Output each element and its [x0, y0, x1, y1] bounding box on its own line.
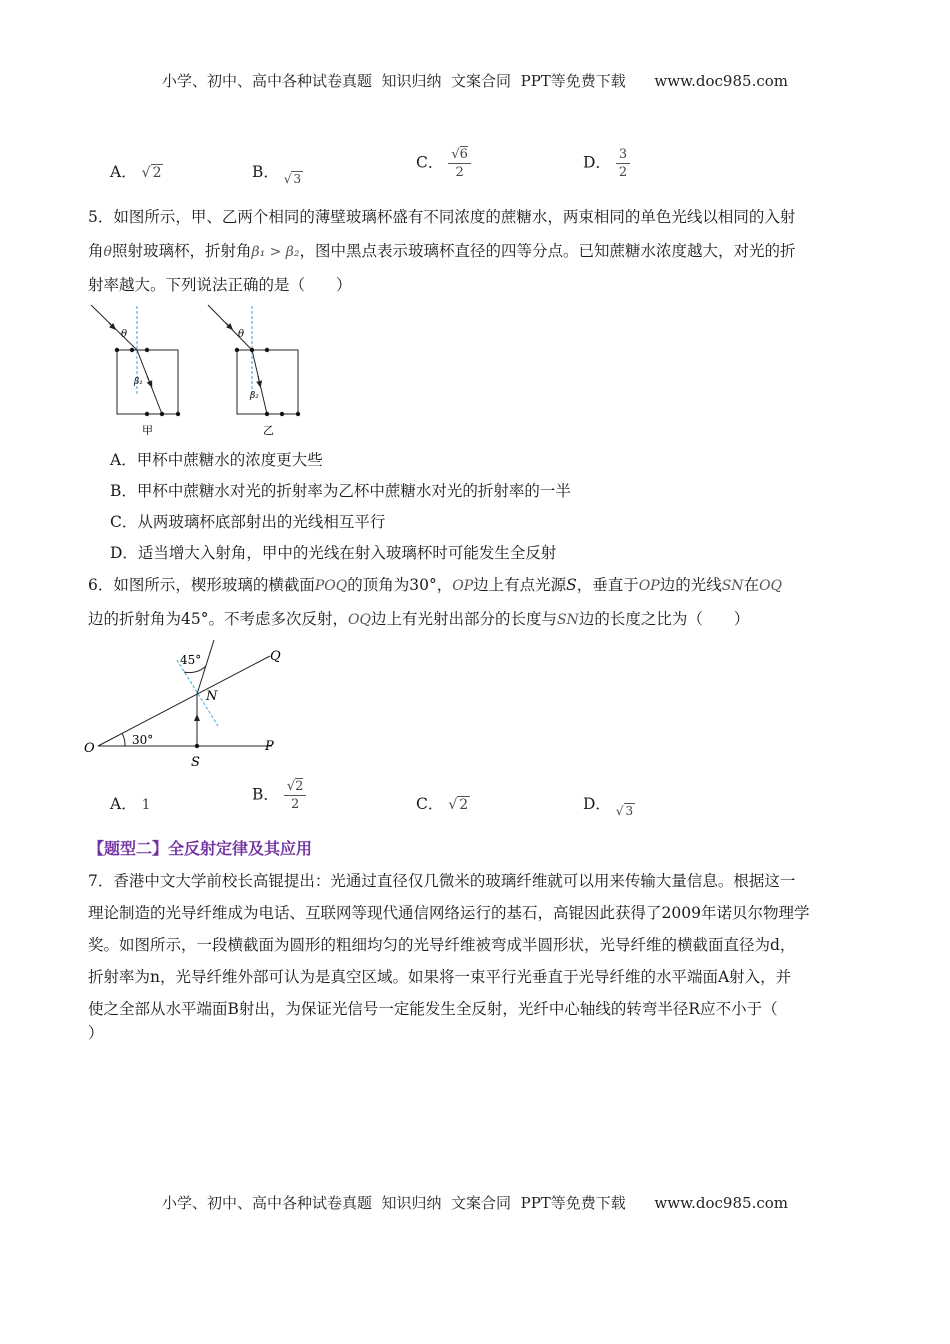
- sqrt-expression: √ 2: [141, 165, 162, 181]
- page-header: 小学、初中、高中各种试卷真题 知识归纳 文案合同 PPT等免费下载 www.doc985.com: [161, 72, 788, 90]
- text: 边上有光射出部分的长度与: [370, 610, 557, 628]
- point-n-label: N: [206, 689, 218, 704]
- text: 照射玻璃杯，折射角: [111, 242, 252, 260]
- quarter-point: [235, 348, 239, 352]
- q4-option-b: [252, 160, 303, 186]
- radicand: 2: [459, 797, 469, 813]
- fraction: [448, 146, 471, 181]
- option-label: C．: [416, 153, 444, 172]
- q7-line-4: 折射率为n，光导纤维外部可认为是真空区域。如果将一束平行光垂直于光导纤维的水平端面A射入，并: [88, 968, 792, 986]
- angle-45-label: 45°: [180, 653, 202, 667]
- arrow-icon: [226, 323, 231, 328]
- text: 的顶角为30°，: [347, 576, 453, 594]
- fraction: [284, 778, 307, 813]
- radicand: 2: [295, 779, 304, 794]
- section-heading: 【题型二】全反射定律及其应用: [88, 839, 313, 858]
- math-s: S: [566, 576, 577, 594]
- math-oq: OQ: [759, 578, 783, 594]
- q5-option-a: A．甲杯中蔗糖水的浓度更大些: [110, 451, 323, 469]
- math-sn: SN: [556, 612, 579, 628]
- page-footer: 小学、初中、高中各种试卷真题 知识归纳 文案合同 PPT等免费下载 www.doc985.com: [161, 1194, 788, 1212]
- theta-label: θ: [238, 329, 245, 340]
- quarter-point: [250, 348, 254, 352]
- point-q-label: Q: [270, 649, 281, 664]
- cup-right: [237, 350, 298, 414]
- beta1-label: β₁: [134, 377, 143, 387]
- quarter-point: [265, 412, 269, 416]
- fraction: [616, 146, 630, 181]
- math-poq: POQ: [314, 578, 348, 594]
- quarter-point: [176, 412, 180, 416]
- beta-inequality: β₁ > β₂: [251, 244, 300, 260]
- q6-line-2: [88, 602, 863, 637]
- arrow-icon: [258, 376, 260, 385]
- q7-line-2: 理论制造的光导纤维成为电话、互联网等现代通信网络运行的基石，高锟因此获得了2009年诺贝尔物理学: [88, 904, 810, 922]
- q6-option-c: [416, 792, 470, 814]
- text: ，垂直于: [576, 576, 639, 594]
- option-label: B．: [252, 785, 279, 804]
- denominator: 2: [618, 165, 628, 180]
- denominator: 2: [455, 165, 464, 180]
- point-s: [195, 744, 199, 748]
- q4-option-a: [110, 160, 163, 182]
- q7-line-6: ）: [88, 1024, 104, 1042]
- option-label: A．: [110, 163, 137, 181]
- q6-option-d: [583, 792, 635, 818]
- quarter-point: [160, 412, 164, 416]
- theta-label: θ: [121, 329, 128, 340]
- q5-line-1: 5．如图所示，甲、乙两个相同的薄壁玻璃杯盛有不同浓度的蔗糖水，两束相同的单色光线以相同的入射: [88, 208, 796, 226]
- math-op: OP: [638, 578, 660, 594]
- radicand: 3: [293, 172, 302, 186]
- point-s-label: S: [191, 755, 200, 770]
- option-label: D．: [583, 153, 611, 172]
- figure-label-right: 乙: [263, 424, 274, 437]
- denominator: 2: [290, 797, 300, 812]
- q7-line-5: 使之全部从水平端面B射出，为保证光信号一定能发生全反射，光纤中心轴线的转弯半径R应不小于（: [88, 1000, 778, 1018]
- q7-line-3: 奖。如图所示，一段横截面为圆形的粗细均匀的光导纤维被弯成半圆形状，光导纤维的横截面直径为d，: [88, 936, 796, 954]
- q5-option-d: D．适当增大入射角，甲中的光线在射入玻璃杯时可能发生全反射: [110, 544, 557, 562]
- sqrt-expression: √ 3: [615, 804, 634, 818]
- edge-oq: [98, 656, 270, 746]
- cup-left: [117, 350, 178, 414]
- radicand: 2: [152, 165, 162, 181]
- q5-figure: [85, 300, 325, 445]
- quarter-point: [280, 412, 284, 416]
- text: 6．如图所示，楔形玻璃的横截面: [88, 576, 315, 594]
- q5-line-3: 射率越大。下列说法正确的是（ ）: [88, 276, 352, 294]
- angle-30-label: 30°: [132, 733, 154, 747]
- arrow-icon: [147, 376, 151, 385]
- radicand: 3: [625, 804, 634, 818]
- text: ，图中黑点表示玻璃杯直径的四等分点。已知蔗糖水浓度越大，对光的折: [299, 242, 796, 260]
- option-label: D．: [583, 795, 611, 813]
- q4-option-c: [416, 146, 471, 181]
- q4-option-d: [583, 146, 630, 181]
- sqrt-expression: √ 2: [448, 797, 469, 813]
- numerator: 3: [616, 146, 630, 164]
- text: 边的光线: [659, 576, 722, 594]
- text: 边的折射角为45°。不考虑多次反射，: [88, 610, 348, 628]
- quarter-point: [145, 412, 149, 416]
- radicand: 6: [459, 147, 468, 162]
- quarter-point: [296, 412, 300, 416]
- sqrt-expression: √ 3: [283, 172, 302, 186]
- quarter-point: [130, 348, 134, 352]
- q5-line-2: [88, 234, 863, 269]
- text: 边的长度之比为（ ）: [578, 610, 750, 628]
- text: 在: [743, 576, 760, 594]
- text: 角: [88, 242, 104, 260]
- q7-line-1: 7．香港中文大学前校长高锟提出：光通过直径仅几微米的玻璃纤维就可以用来传输大量信息。根据这一: [88, 872, 796, 890]
- q5-option-c: C．从两玻璃杯底部射出的光线相互平行: [110, 513, 386, 531]
- option-value: 1: [141, 797, 151, 813]
- option-label: B．: [252, 163, 279, 181]
- text: 边上有点光源: [473, 576, 567, 594]
- quarter-point: [265, 348, 269, 352]
- point-o-label: O: [84, 741, 95, 756]
- math-sn: SN: [721, 578, 744, 594]
- option-label: A．: [110, 795, 137, 813]
- numerator: √2: [284, 778, 307, 796]
- q6-line-1: [88, 568, 863, 603]
- math-oq: OQ: [347, 612, 371, 628]
- q6-option-b: [252, 778, 306, 813]
- option-label: C．: [416, 795, 444, 813]
- arrow-icon: [109, 323, 114, 328]
- figure-label-left: 甲: [142, 424, 153, 437]
- numerator: √6: [448, 146, 471, 164]
- point-p-label: P: [265, 739, 274, 754]
- theta-symbol: θ: [103, 244, 112, 260]
- q5-option-b: B．甲杯中蔗糖水对光的折射率为乙杯中蔗糖水对光的折射率的一半: [110, 482, 571, 500]
- math-op: OP: [452, 578, 474, 594]
- quarter-point: [145, 348, 149, 352]
- angle-arc-30: [122, 733, 125, 746]
- quarter-point: [115, 348, 119, 352]
- q6-figure: [80, 640, 300, 772]
- q6-option-a: [110, 792, 151, 814]
- beta2-label: β₂: [250, 391, 259, 401]
